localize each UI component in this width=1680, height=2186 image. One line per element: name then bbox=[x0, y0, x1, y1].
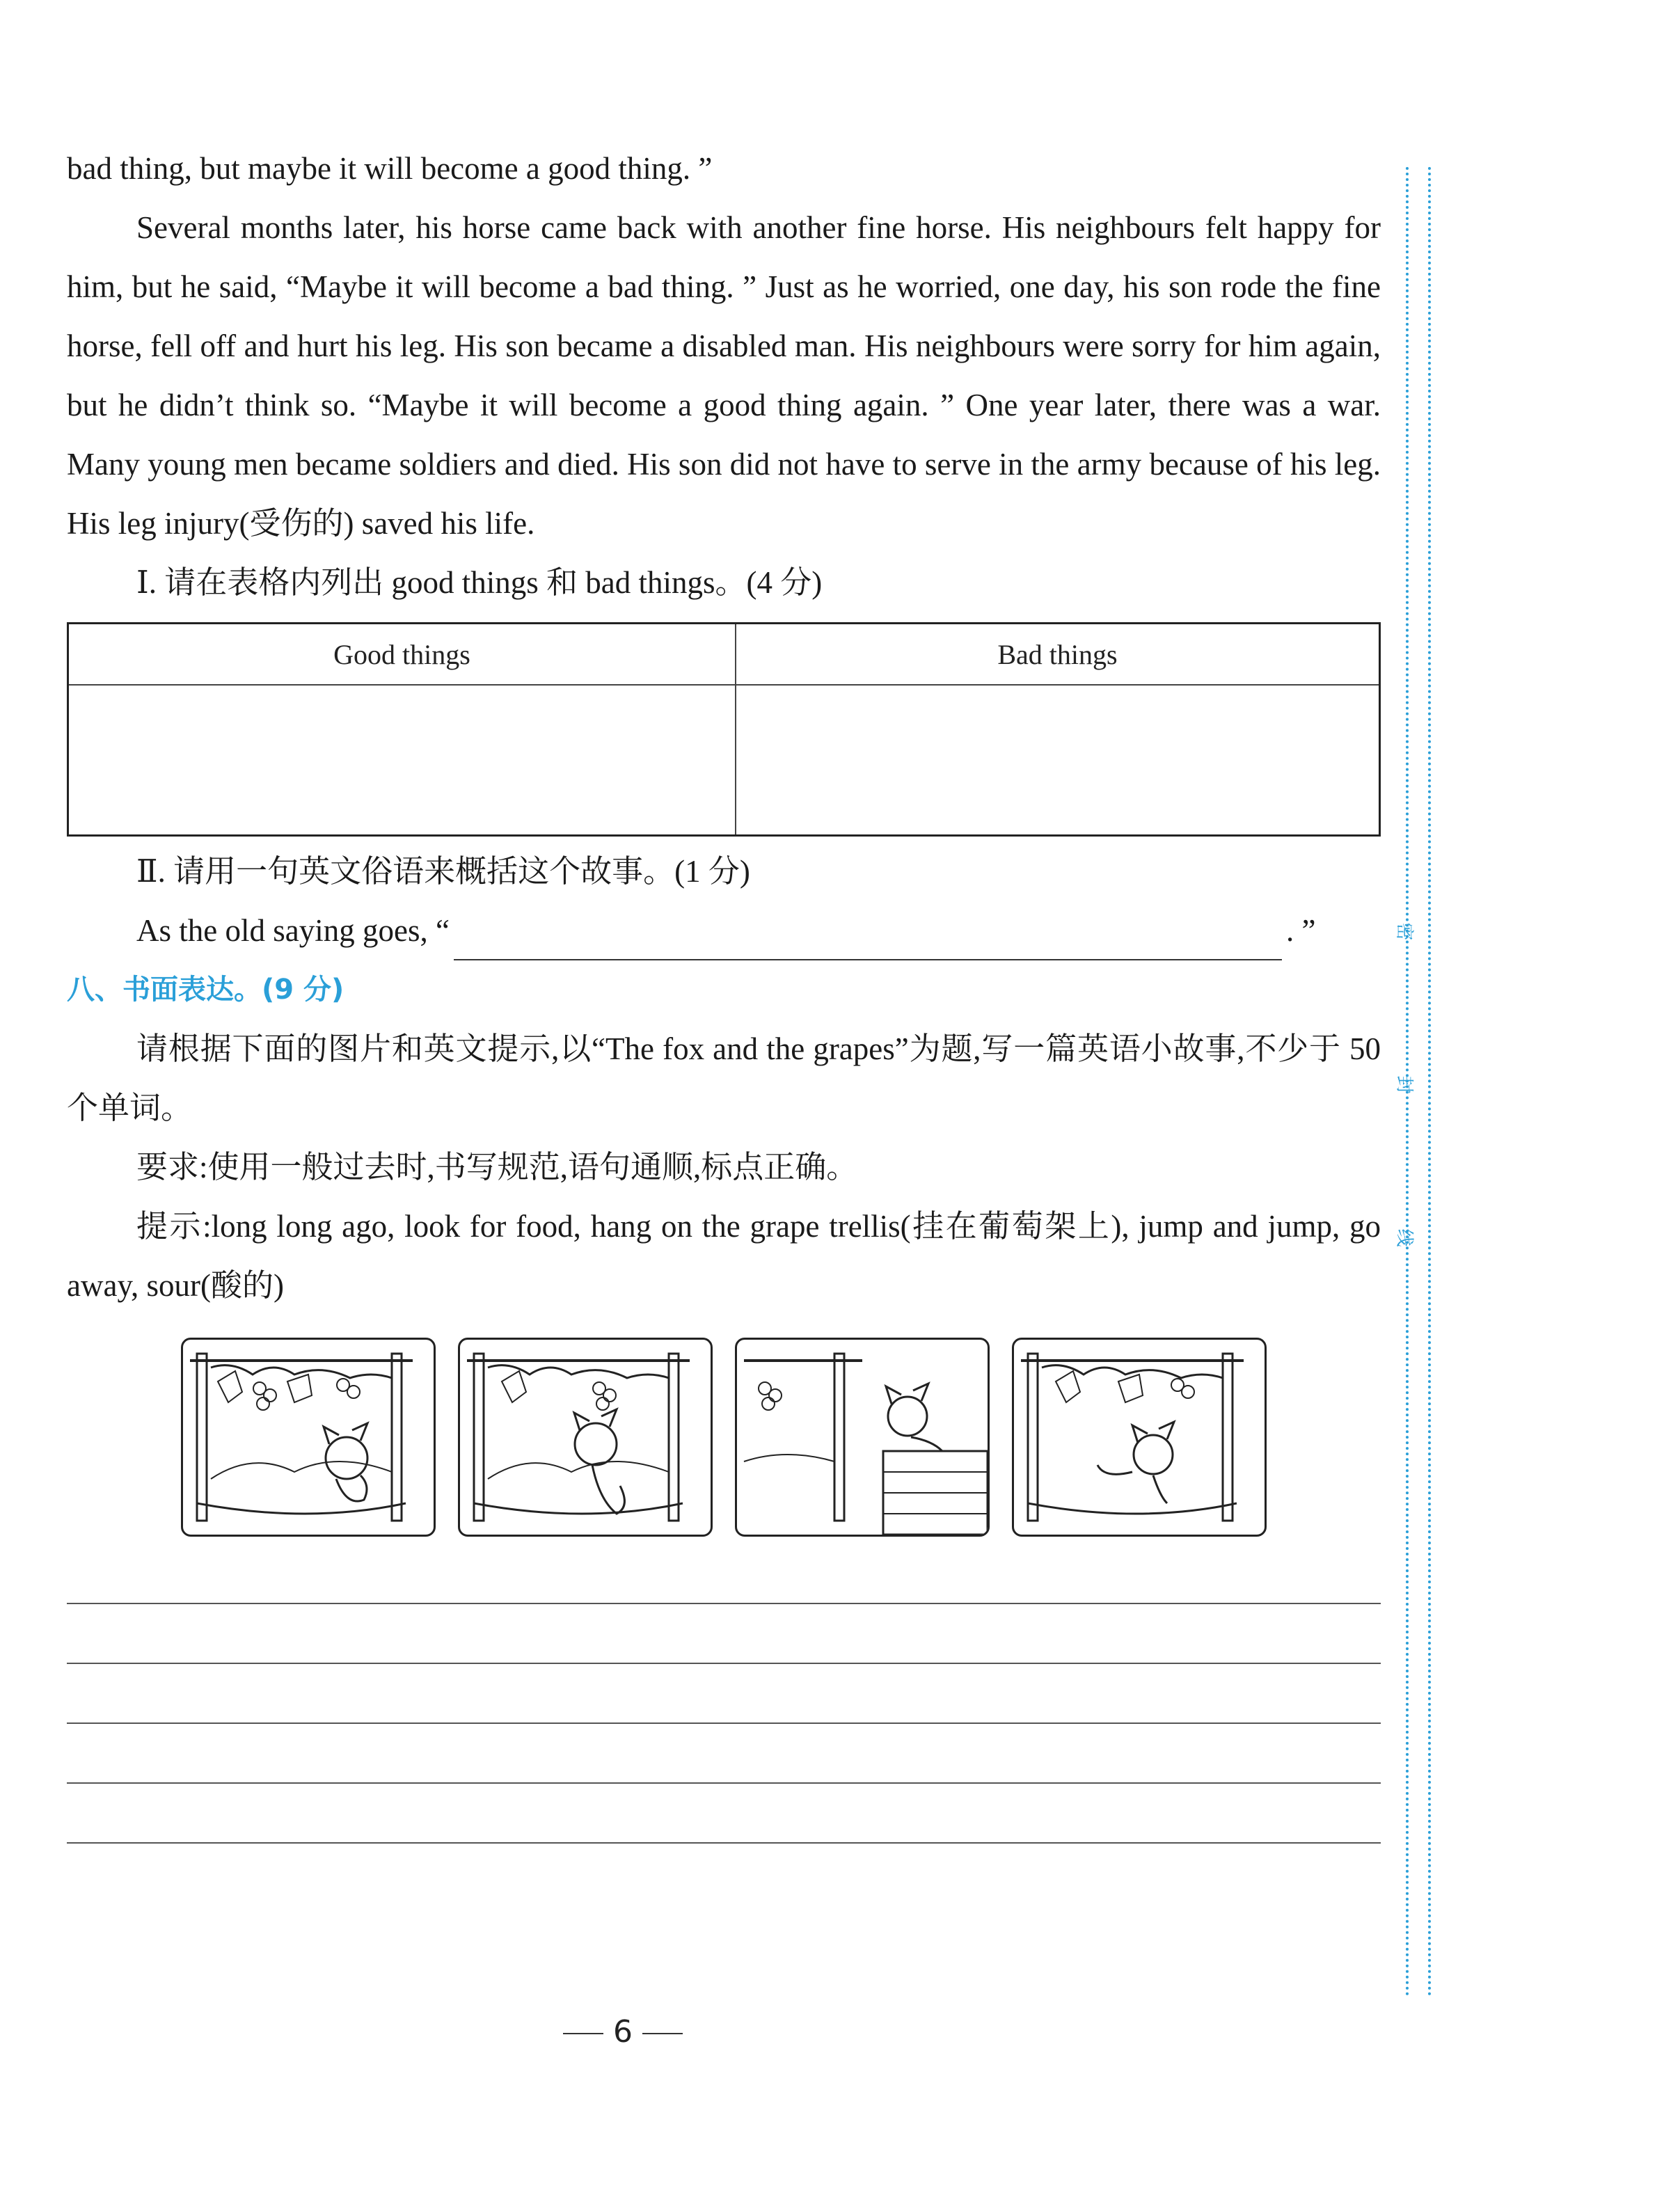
fox-grapes-illustration-3 bbox=[737, 1340, 988, 1535]
section-8-requirement: 要求:使用一般过去时,书写规范,语句通顺,标点正确。 bbox=[136, 1150, 858, 1185]
saying-prompt bbox=[67, 901, 1381, 960]
worksheet-page bbox=[67, 139, 1381, 1844]
seal-mark-2: 封 bbox=[1393, 1075, 1415, 1094]
picture-4-fox-going-away bbox=[1012, 1338, 1267, 1537]
question-1-title: Ⅰ. 请在表格内列出 good things 和 bad things。(4 分) bbox=[136, 565, 823, 600]
section-8-instruction: 请根据下面的图片和英文提示,以“The fox and the grapes”为题,写一篇英语小故事,不少于 50 个单词。 bbox=[67, 1031, 1381, 1125]
seal-mark-1: 密 bbox=[1393, 922, 1415, 941]
story-line-1: bad thing, but maybe it will become a good thing. ” bbox=[67, 151, 713, 186]
section-8-title: 八、书面表达。(9 分) bbox=[67, 974, 344, 1006]
good-things-answer-cell[interactable] bbox=[68, 685, 736, 836]
writing-lines[interactable] bbox=[67, 1602, 1381, 1844]
binding-dotted-line-right bbox=[1428, 167, 1431, 1997]
writing-line[interactable] bbox=[67, 1784, 1381, 1844]
saying-prompt-start: As the old saying goes, “ bbox=[136, 913, 450, 948]
writing-line[interactable] bbox=[67, 1724, 1381, 1784]
story-pictures bbox=[67, 1338, 1381, 1537]
picture-1-fox-looking-up bbox=[181, 1338, 436, 1537]
bad-things-answer-cell[interactable] bbox=[736, 685, 1380, 836]
question-2-title: Ⅱ. 请用一句英文俗语来概括这个故事。(1 分) bbox=[136, 854, 750, 889]
saying-prompt-end: . ” bbox=[1285, 913, 1316, 948]
page-number-value: 6 bbox=[613, 2014, 633, 2050]
writing-line[interactable] bbox=[67, 1664, 1381, 1724]
good-bad-table bbox=[67, 622, 1381, 837]
picture-2-fox-jumping bbox=[458, 1338, 713, 1537]
page-number-dash-left bbox=[563, 2033, 603, 2034]
seal-mark-3: 线 bbox=[1393, 1228, 1415, 1247]
header-bad-things: Bad things bbox=[736, 624, 1380, 686]
picture-3-fox-on-wall bbox=[735, 1338, 990, 1537]
fox-grapes-illustration-4 bbox=[1014, 1340, 1265, 1535]
section-8-hint: 提示:long long ago, look for food, hang on the grape trellis(挂在葡萄架上), jump and jump, go away, sour(酸的) bbox=[67, 1209, 1381, 1303]
saying-answer-blank[interactable] bbox=[454, 919, 1282, 960]
page-number bbox=[0, 2014, 1246, 2050]
header-good-things: Good things bbox=[68, 624, 736, 686]
page-number-dash-right bbox=[642, 2033, 683, 2034]
story-paragraph-2: Several months later, his horse came back with another fine horse. His neighbours felt happy for him, but he said, “Maybe it will become a bad thing. ” Just as he worried, one day, his son rode the fine horse, fell off and hurt his leg. His son became a disabled man. His neighbours were sorry for him again, but he didn’t think so. “Maybe it will become a good thing again. ” One year later, there was a war. Many young men became soldiers and died. His son did not have to serve in the army because of his leg. His leg injury(受伤的) saved his life. bbox=[67, 210, 1381, 541]
fox-grapes-illustration-1 bbox=[183, 1340, 434, 1535]
fox-grapes-illustration-2 bbox=[460, 1340, 711, 1535]
writing-line[interactable] bbox=[67, 1604, 1381, 1664]
